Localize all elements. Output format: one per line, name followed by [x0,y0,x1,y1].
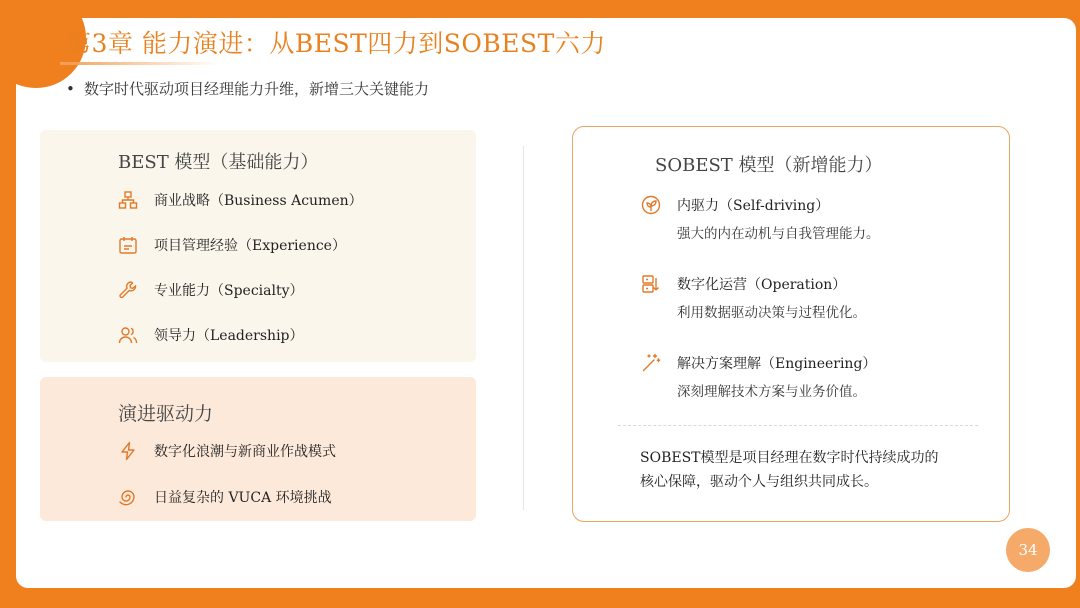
drive-heading: 演进驱动力 [118,403,214,425]
drive-item-vuca [118,487,332,507]
title-underline [60,62,220,65]
sprout-icon [641,195,661,215]
swirl-icon [118,487,138,507]
best-item-leadership [118,325,304,345]
best-item-label: 商业战略（Business Acumen） [154,193,363,209]
sobest-item-desc: 强大的内在动机与自我管理能力。 [677,226,880,242]
page-number-badge: 34 [1006,528,1050,572]
sobest-heading: SOBEST 模型（新增能力） [655,155,883,176]
wrench-icon [118,280,138,300]
dashed-divider [618,425,978,426]
subtitle-text: 数字时代驱动项目经理能力升维，新增三大关键能力 [84,80,430,98]
sobest-item-label: 解决方案理解（Engineering） [677,356,877,372]
sobest-item-desc: 利用数据驱动决策与过程优化。 [677,305,866,321]
users-icon [118,325,138,345]
sobest-item-operation [641,274,866,321]
server-icon [641,274,661,294]
page-title: 第3章 能力演进：从BEST四力到SOBEST六力 [66,29,606,58]
summary-line: 核心保障，驱动个人与组织共同成长。 [640,474,878,490]
drive-item-label: 数字化浪潮与新商业作战模式 [154,444,336,460]
best-item-label: 领导力（Leadership） [154,328,304,344]
sobest-summary [640,446,980,494]
summary-line: SOBEST模型是项目经理在数字时代持续成功的 [640,450,939,466]
subtitle [66,78,429,99]
sobest-item-label: 数字化运营（Operation） [677,277,847,293]
evolution-drivers-panel [40,377,476,521]
best-item-business [118,190,363,210]
best-heading: BEST 模型（基础能力） [118,152,319,173]
lightning-icon [118,441,138,461]
sobest-item-desc: 深刻理解技术方案与业务价值。 [677,384,866,400]
divider-line [523,146,524,510]
best-item-label: 专业能力（Specialty） [154,283,304,299]
drive-item-label: 日益复杂的 VUCA 环境挑战 [154,490,332,506]
best-model-panel [40,130,476,362]
magic-wand-icon [641,353,661,373]
best-item-label: 项目管理经验（Experience） [154,238,346,254]
org-chart-icon [118,190,138,210]
best-item-experience [118,235,346,255]
sobest-item-label: 内驱力（Self-driving） [677,198,830,214]
sobest-item-self-driving [641,195,880,242]
best-item-specialty [118,280,304,300]
calendar-icon [118,235,138,255]
sobest-item-engineering [641,353,876,400]
bullet-dot: • [66,80,75,98]
drive-item-digital [118,441,336,461]
